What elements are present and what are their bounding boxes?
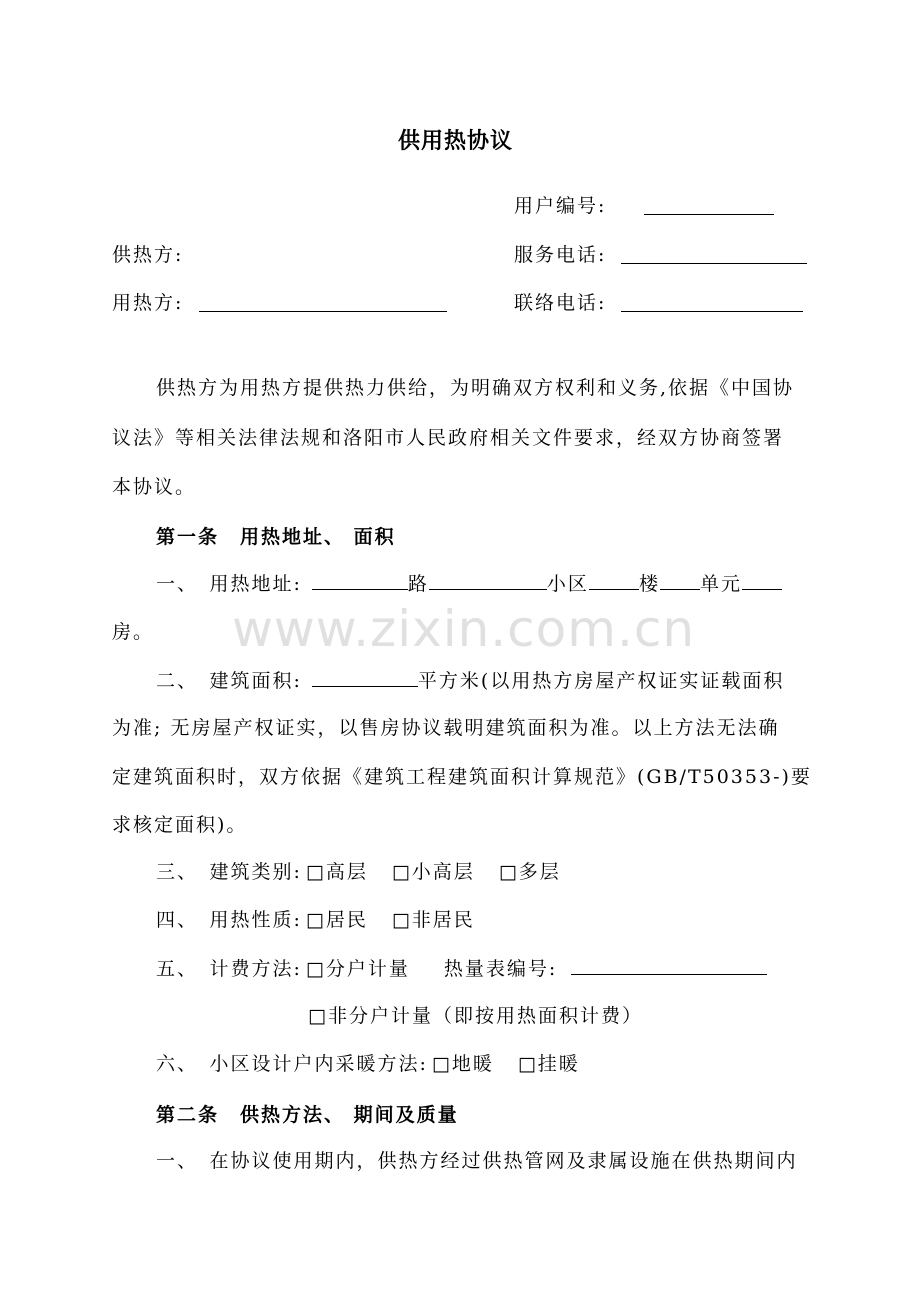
billing-unmetered-checkbox[interactable]: □非分户计量（即按用热面积计费）	[308, 1005, 643, 1027]
service-phone-blank[interactable]	[621, 245, 807, 264]
service-phone-label: 服务电话:	[514, 244, 607, 266]
article-2-heading: 第二条 供热方法、 期间及质量	[156, 1104, 459, 1126]
heat-nature-line	[156, 908, 475, 932]
address-room-blank[interactable]	[742, 571, 782, 590]
heating-radiator-checkbox[interactable]: □挂暖	[517, 1053, 580, 1075]
meter-number-blank[interactable]	[571, 956, 767, 975]
address-community-blank[interactable]	[429, 571, 547, 590]
area-prefix: 二、 建筑面积:	[156, 670, 302, 692]
billing-metered-checkbox[interactable]: □分户计量	[305, 958, 410, 980]
billing-line	[156, 956, 767, 981]
building-type-line	[156, 860, 561, 884]
consumer-blank[interactable]	[199, 293, 447, 312]
user-number-blank[interactable]	[644, 196, 774, 215]
area-line-3: 定建筑面积时，双方依据《建筑工程建筑面积计算规范》(GB/T50353-)要	[112, 766, 812, 788]
heat-nature-nonresident-checkbox[interactable]: □非居民	[391, 909, 475, 931]
heat-nature-prefix: 四、 用热性质:	[156, 909, 302, 931]
heating-method-prefix: 六、 小区设计户内采暖方法:	[156, 1053, 428, 1075]
address-line	[156, 571, 782, 596]
address-building-label: 楼	[638, 573, 660, 595]
watermark: www.zixin.com.cn	[232, 600, 696, 658]
meter-number-label: 热量表编号:	[443, 958, 558, 980]
address-prefix: 一、 用热地址:	[156, 573, 302, 595]
building-type-high-checkbox[interactable]: □高层	[305, 861, 368, 883]
billing-prefix: 五、 计费方法:	[156, 958, 302, 980]
address-unit-blank[interactable]	[660, 571, 700, 590]
building-type-prefix: 三、 建筑类别:	[156, 861, 302, 883]
contact-phone-blank[interactable]	[621, 293, 803, 312]
address-room-label: 房。	[112, 621, 155, 643]
contact-phone-label: 联络电话:	[514, 292, 607, 314]
area-blank[interactable]	[312, 668, 418, 687]
article-2-item-1: 一、 在协议使用期内，供热方经过供热管网及隶属设施在供热期间内	[156, 1150, 798, 1172]
address-building-blank[interactable]	[589, 571, 639, 590]
address-road-label: 路	[407, 573, 429, 595]
page-title: 供用热协议	[398, 129, 514, 154]
heat-nature-resident-checkbox[interactable]: □居民	[305, 909, 368, 931]
area-line-1-tail: 平方米(以用热方房屋产权证实证载面积	[417, 670, 785, 692]
address-unit-label: 单元	[699, 573, 742, 595]
intro-line-3: 本协议。	[112, 476, 197, 498]
area-line-2: 为准; 无房屋产权证实，以售房协议载明建筑面积为准。以上方法无法确	[112, 717, 780, 739]
address-road-blank[interactable]	[312, 571, 408, 590]
intro-line-1: 供热方为用热方提供热力供给，为明确双方权利和义务,依据《中国协	[156, 377, 795, 399]
area-line-1	[156, 668, 784, 693]
intro-line-2: 议法》等相关法律法规和洛阳市人民政府相关文件要求，经双方协商签署	[112, 427, 785, 449]
article-1-heading: 第一条 用热地址、 面积	[156, 526, 396, 548]
heating-method-line	[156, 1052, 580, 1076]
heating-floor-checkbox[interactable]: □地暖	[431, 1053, 494, 1075]
building-type-mid-high-checkbox[interactable]: □小高层	[391, 861, 475, 883]
building-type-multi-checkbox[interactable]: □多层	[498, 861, 561, 883]
address-community-label: 小区	[546, 573, 589, 595]
supplier-label: 供热方:	[112, 244, 184, 266]
user-number-label: 用户编号:	[514, 195, 607, 217]
area-line-4: 求核定面积)。	[112, 814, 248, 836]
consumer-label: 用热方:	[112, 292, 184, 314]
